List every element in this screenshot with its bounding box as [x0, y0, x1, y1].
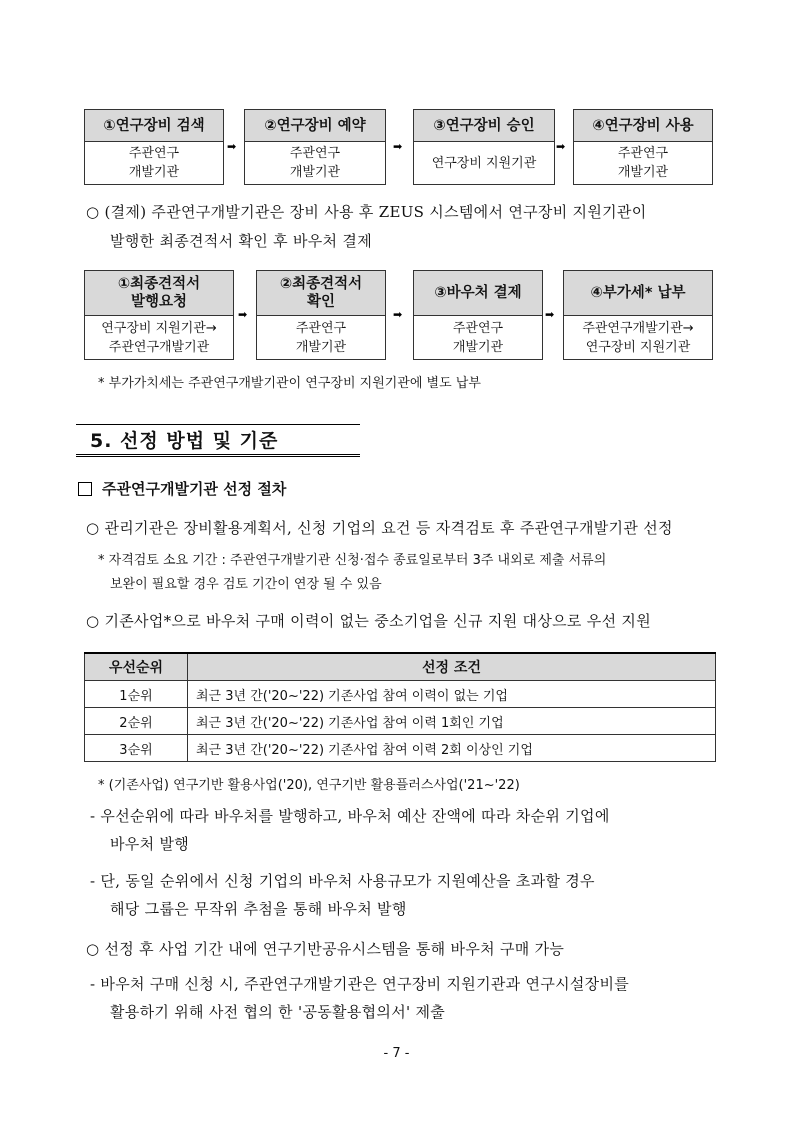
- flow1-step-1-body: 주관연구 개발기관: [128, 146, 180, 180]
- paragraph-3: ○ 선정 후 사업 기간 내에 연구기반공유시스템을 통해 바우처 구매 가능: [86, 940, 565, 958]
- flow2-step-3-body: 주관연구 개발기관: [452, 320, 504, 355]
- flow1-step-4-body: 주관연구 개발기관: [617, 146, 669, 180]
- row-rank: 2순위: [85, 708, 188, 735]
- flow2-step-4-title: ④부가세* 납부: [564, 271, 712, 316]
- row-rank: 3순위: [85, 735, 188, 762]
- settlement-line-1: ○ (결제) 주관연구개발기관은 장비 사용 후 ZEUS 시스템에서 연구장비 지원기관이: [86, 203, 647, 221]
- vat-note: * 부가가치세는 주관연구개발기관이 연구장비 지원기관에 별도 납부: [98, 376, 481, 391]
- flow1-step-1: [84, 109, 224, 185]
- flow1-arrow-2: ➡: [393, 140, 403, 153]
- paragraph-1-note-line-1: * 자격검토 소요 기간 : 주관연구개발기관 신청·접수 종료일로부터 3주 내외로 제출 서류의: [98, 553, 607, 568]
- flow2-step-4: [563, 270, 713, 360]
- flow2-arrow-3: ➡: [545, 308, 555, 321]
- flow1-step-2: [244, 109, 386, 185]
- flow1-step-4-title: ④연구장비 사용: [574, 110, 712, 142]
- flow2-step-2-body: 주관연구 개발기관: [295, 320, 347, 355]
- table-row: [85, 708, 716, 735]
- subheading: [78, 478, 286, 499]
- flow1-arrow-3: ➡: [556, 140, 566, 153]
- table-header-row: [85, 653, 716, 681]
- table-note: * (기존사업) 연구기반 활용사업('20), 연구기반 활용플러스사업('21~'22): [98, 778, 520, 793]
- flow2-arrow-1: ➡: [238, 308, 248, 321]
- page-number: - 7 -: [383, 1046, 410, 1061]
- flow2-step-1-title: ①최종견적서 발행요청: [85, 271, 233, 316]
- flow1-arrow-1: ➡: [227, 140, 237, 153]
- dash-3-line-2: 활용하기 위해 사전 협의 한 '공동활용협의서' 제출: [110, 1003, 446, 1021]
- priority-table: [84, 652, 716, 762]
- header-rank: 우선순위: [85, 653, 188, 681]
- paragraph-1: ○ 관리기관은 장비활용계획서, 신청 기업의 요건 등 자격검토 후 주관연구개발기관 선정: [86, 519, 673, 537]
- flow1-step-1-title: ①연구장비 검색: [85, 110, 223, 142]
- paragraph-2: ○ 기존사업*으로 바우처 구매 이력이 없는 중소기업을 신규 지원 대상으로 우선 지원: [86, 612, 652, 630]
- flow1-step-2-title: ②연구장비 예약: [245, 110, 385, 142]
- table-row: [85, 681, 716, 708]
- header-condition: 선정 조건: [188, 653, 716, 681]
- dash-2-line-1: - 단, 동일 순위에서 신청 기업의 바우처 사용규모가 지원예산을 초과할 경우: [90, 872, 595, 890]
- row-condition: 최근 3년 간('20~'22) 기존사업 참여 이력이 없는 기업: [188, 681, 716, 708]
- flow2-step-2: [256, 270, 386, 360]
- flow2-step-4-body: 주관연구개발기관→ 연구장비 지원기관: [582, 320, 694, 355]
- dash-2-line-2: 해당 그룹은 무작위 추첨을 통해 바우처 발행: [110, 900, 407, 918]
- flow2-step-2-title: ②최종견적서 확인: [257, 271, 385, 316]
- settlement-line-2: 발행한 최종견적서 확인 후 바우처 결제: [110, 232, 372, 250]
- row-rank: 1순위: [85, 681, 188, 708]
- flow1-step-3: [413, 109, 555, 185]
- flow2-step-1-body: 연구장비 지원기관→ 주관연구개발기관: [101, 320, 217, 355]
- checkbox-square-icon: [78, 482, 92, 496]
- flow2-arrow-2: ➡: [393, 308, 403, 321]
- flow1-step-3-body: 연구장비 지원기관: [431, 155, 537, 171]
- dash-1-line-2: 바우처 발행: [110, 835, 190, 853]
- row-condition: 최근 3년 간('20~'22) 기존사업 참여 이력 2회 이상인 기업: [188, 735, 716, 762]
- flow2-step-3-title: ③바우처 결제: [414, 271, 542, 316]
- table-row: [85, 735, 716, 762]
- row-condition: 최근 3년 간('20~'22) 기존사업 참여 이력 1회인 기업: [188, 708, 716, 735]
- section-title: 5. 선정 방법 및 기준: [76, 424, 360, 457]
- flow2-step-3: [413, 270, 543, 360]
- subheading-text: 주관연구개발기관 선정 절차: [102, 480, 287, 498]
- dash-3-line-1: - 바우처 구매 신청 시, 주관연구개발기관은 연구장비 지원기관과 연구시설장비를: [90, 975, 630, 993]
- flow2-step-1: [84, 270, 234, 360]
- flow1-step-2-body: 주관연구 개발기관: [289, 146, 341, 180]
- paragraph-1-note-line-2: 보완이 필요할 경우 검토 기간이 연장 될 수 있음: [110, 577, 382, 592]
- dash-1-line-1: - 우선순위에 따라 바우처를 발행하고, 바우처 예산 잔액에 따라 차순위 기업에: [90, 807, 610, 825]
- flow1-step-3-title: ③연구장비 승인: [414, 110, 554, 142]
- flow1-step-4: [573, 109, 713, 185]
